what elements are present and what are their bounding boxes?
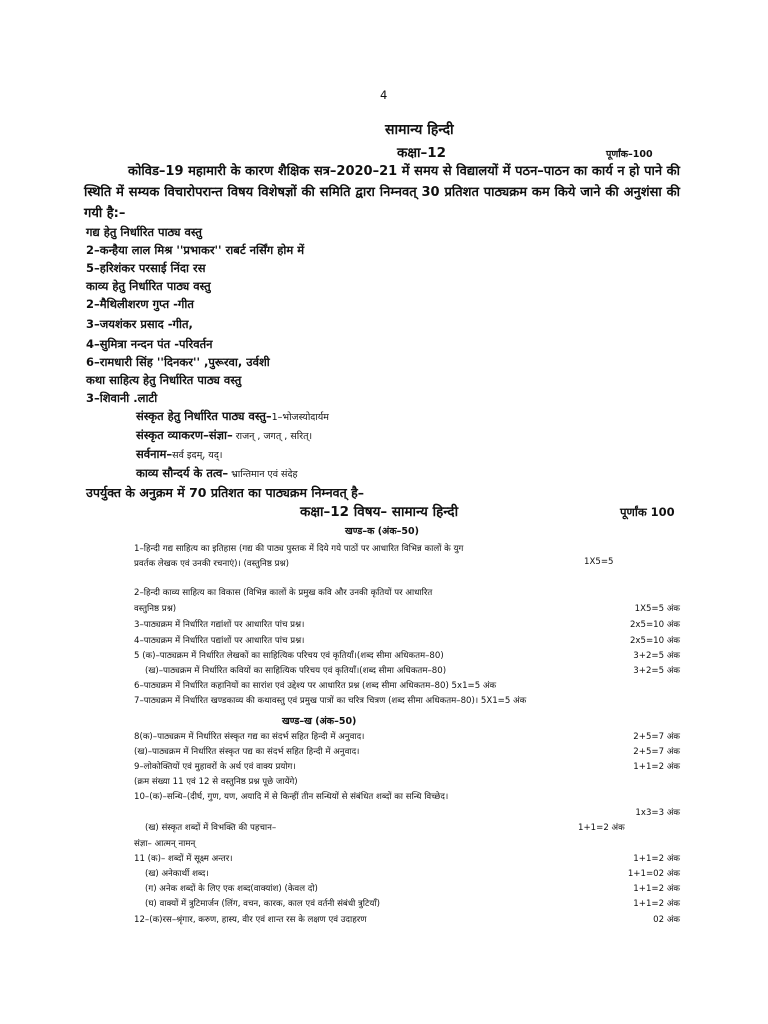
table-row-text: वस्तुनिष्ठ प्रश्न)	[134, 604, 177, 614]
list-item: 3–शिवानी .लाटी	[86, 391, 158, 405]
table-row-text: (घ) वाक्यों में त्रुटिमार्जन (लिंग, वचन, कारक, काल एवं वर्तनी संबंधी त्रुटियाँ)	[145, 899, 380, 909]
table-row-marks: 1+1=2 अंक	[633, 884, 680, 894]
table-row-text: 4–पाठ्यक्रम में निर्धारित पद्यांशों पर आधारित पांच प्रश्न।	[134, 636, 305, 646]
table-row-marks: 2+5=7 अंक	[633, 747, 680, 757]
table-row-marks: 2x5=10 अंक	[629, 620, 680, 630]
page-number: 4	[380, 88, 388, 102]
sanskrit-item-value: राजन् , जगत् , सरित्।	[232, 431, 313, 442]
table-row-text: (ख)–पाठ्यक्रम में निर्धारित कवियों का साहित्यिक परिचय एवं कृतियाँ।(शब्द सीमा अधिकतम–80)	[145, 666, 447, 676]
table-row-text: 11 (क)– शब्दों में सूक्ष्म अन्तर।	[134, 854, 233, 864]
table-row-marks: 2+5=7 अंक	[633, 732, 680, 742]
sanskrit-item	[136, 428, 312, 443]
table-row-text: 6–पाठ्यक्रम में निर्धारित कहानियों का सारांश एवं उद्देश्य पर आधारित प्रश्न (शब्द सीमा अधिकतम–80) 5x1=5 अंक	[134, 681, 497, 691]
table-row-marks: 2x5=10 अंक	[629, 636, 680, 646]
list-item: काव्य हेतु निर्धारित पाठ्य वस्तु	[86, 279, 211, 293]
table-row-text: प्रवर्तक लेखक एवं उनकी रचनाएं)। (वस्तुनिष्ठ प्रश्न)	[134, 559, 289, 569]
syllabus-full-marks: पूर्णांक 100	[620, 505, 675, 519]
intro-paragraph: कोविड–19 महामारी के कारण शैक्षिक सत्र–2020–21 में समय से विद्यालयों में पठन–पाठन का कार्य न हो पाने की स्थिति में सम्यक विचारोपरान्त विषय विशेषज्ञों की समिति द्वारा निम्नवत् 30 प्रतिशत पाठ्यक्रम कम किये जाने की अनुशंसा की गयी है:–	[84, 164, 680, 221]
list-item: 2–मैथिलीशरण गुप्त -गीत	[86, 297, 194, 311]
sanskrit-item	[136, 447, 222, 462]
list-item: 3–जयशंकर प्रसाद -गीत,	[86, 317, 193, 331]
table-row-marks: 1x3=3 अंक	[635, 808, 680, 818]
list-item: कथा साहित्य हेतु निर्धारित पाठ्य वस्तु	[86, 373, 242, 387]
table-row-text: 9–लोकोक्तियों एवं मुहावरों के अर्थ एवं वाक्य प्रयोग।	[134, 762, 296, 772]
table-row-marks: 1X5=5 अंक	[634, 604, 680, 614]
table-row-text: (ख) संस्कृत शब्दों में विभक्ति की पहचान–	[145, 823, 277, 833]
list-item: 5–हरिशंकर परसाई निंदा रस	[86, 261, 206, 275]
table-row-text: 12–(क)रस–श्रृंगार, करुण, हास्य, वीर एवं शान्त रस के लक्षण एवं उदाहरण	[134, 915, 367, 925]
syllabus-intro: उपर्युक्त के अनुक्रम में 70 प्रतिशत का पाठ्यक्रम निम्नवत् है–	[86, 485, 364, 500]
syllabus-heading: कक्षा–12 विषय– सामान्य हिन्दी	[300, 504, 459, 520]
sanskrit-item-label: संस्कृत व्याकरण–संज्ञा–	[136, 428, 233, 442]
list-item: 4–सुमित्रा नन्दन पंत -परिवर्तन	[86, 337, 213, 351]
table-row-text: (ग) अनेक शब्दों के लिए एक शब्द(वाक्यांश) (केवल दो)	[145, 884, 318, 894]
table-row-marks: 1+1=2 अंक	[578, 823, 625, 833]
table-row-marks: 1+1=2 अंक	[633, 899, 680, 909]
table-row-text: (क्रम संख्या 11 एवं 12 से वस्तुनिष्ठ प्रश्न पूछे जायेंगे)	[134, 777, 298, 787]
sanskrit-item-label: संस्कृत हेतु निर्धारित पाठ्य वस्तु–	[136, 409, 272, 423]
table-row-text: 5 (क)–पाठ्यक्रम में निर्धारित लेखकों का साहित्यिक परिचय एवं कृतियाँ।(शब्द सीमा अधिकतम–80)	[134, 651, 444, 661]
sanskrit-item-label: सर्वनाम–	[136, 447, 173, 461]
list-item: 2–कन्हैया लाल मिश्र ''प्रभाकर'' राबर्ट नर्सिंग होम में	[86, 243, 305, 257]
table-row-marks: 1+1=2 अंक	[633, 762, 680, 772]
section-b-heading: खण्ड–ख (अंक–50)	[282, 716, 357, 727]
list-item: गद्य हेतु निर्धारित पाठ्य वस्तु	[86, 225, 202, 239]
table-row-marks: 3+2=5 अंक	[633, 666, 680, 676]
sanskrit-item	[136, 409, 329, 424]
class-label: कक्षा–12	[397, 145, 447, 161]
sanskrit-item	[136, 466, 298, 481]
section-a-heading: खण्ड–क (अंक–50)	[345, 526, 419, 537]
sanskrit-item-value: सर्व इदम्, यद्।	[172, 450, 223, 461]
table-row-text: 7–पाठ्यक्रम में निर्धारित खण्डकाव्य की कथावस्तु एवं प्रमुख पात्रों का चरित्र चित्रण (शब्द सीमा अधिकतम–80)। 5X1=5 अंक	[134, 696, 527, 706]
table-row-text: 10–(क)–सन्धि–(दीर्घ, गुण, यण, अयादि में से किन्हीं तीन सन्धियों से संबंधित शब्दों का सन्धि विच्छेद।	[134, 792, 449, 802]
table-row-marks: 1+1=2 अंक	[633, 854, 680, 864]
page-title: सामान्य हिन्दी	[385, 122, 454, 138]
table-row-text: 3–पाठ्यक्रम में निर्धारित गद्यांशों पर आधारित पांच प्रश्न।	[134, 620, 305, 630]
full-marks-label: पूर्णांक–100	[606, 149, 653, 160]
table-row-text: (ख)–पाठ्यक्रम में निर्धारित संस्कृत पद्य का संदर्भ सहित हिन्दी में अनुवाद।	[134, 747, 360, 757]
table-row-marks: 3+2=5 अंक	[633, 651, 680, 661]
table-row-marks: 02 अंक	[653, 915, 680, 925]
table-row-text: 8(क)–पाठ्यक्रम में निर्धारित संस्कृत गद्य का संदर्भ सहित हिन्दी में अनुवाद।	[134, 732, 365, 742]
list-item: 6–रामधारी सिंह ''दिनकर'' ,पुरूरवा, उर्वशी	[86, 355, 270, 369]
sanskrit-item-value: भ्रान्तिमान एवं संदेह	[228, 469, 298, 480]
sanskrit-item-label: काव्य सौन्दर्य के तत्व–	[136, 466, 229, 480]
sanskrit-item-value: 1–भोजस्योदार्यम	[271, 412, 329, 423]
table-row-text: संज्ञा– आत्मन् नामन्	[134, 839, 196, 849]
table-row-marks: 1+1=02 अंक	[627, 869, 680, 879]
table-row-text: 2–हिन्दी काव्य साहित्य का विकास (विभिन्न कालों के प्रमुख कवि और उनकी कृतियों पर आधारित	[134, 588, 433, 598]
table-row-marks: 1X5=5	[584, 557, 614, 567]
table-row-text: (ख) अनेकार्थी शब्द।	[145, 869, 209, 879]
table-row-text: 1–हिन्दी गद्य साहित्य का इतिहास (गद्य की पाठ्य पुस्तक में दिये गये पाठों पर आधारित विभिन्न कालों के युग	[134, 544, 464, 554]
